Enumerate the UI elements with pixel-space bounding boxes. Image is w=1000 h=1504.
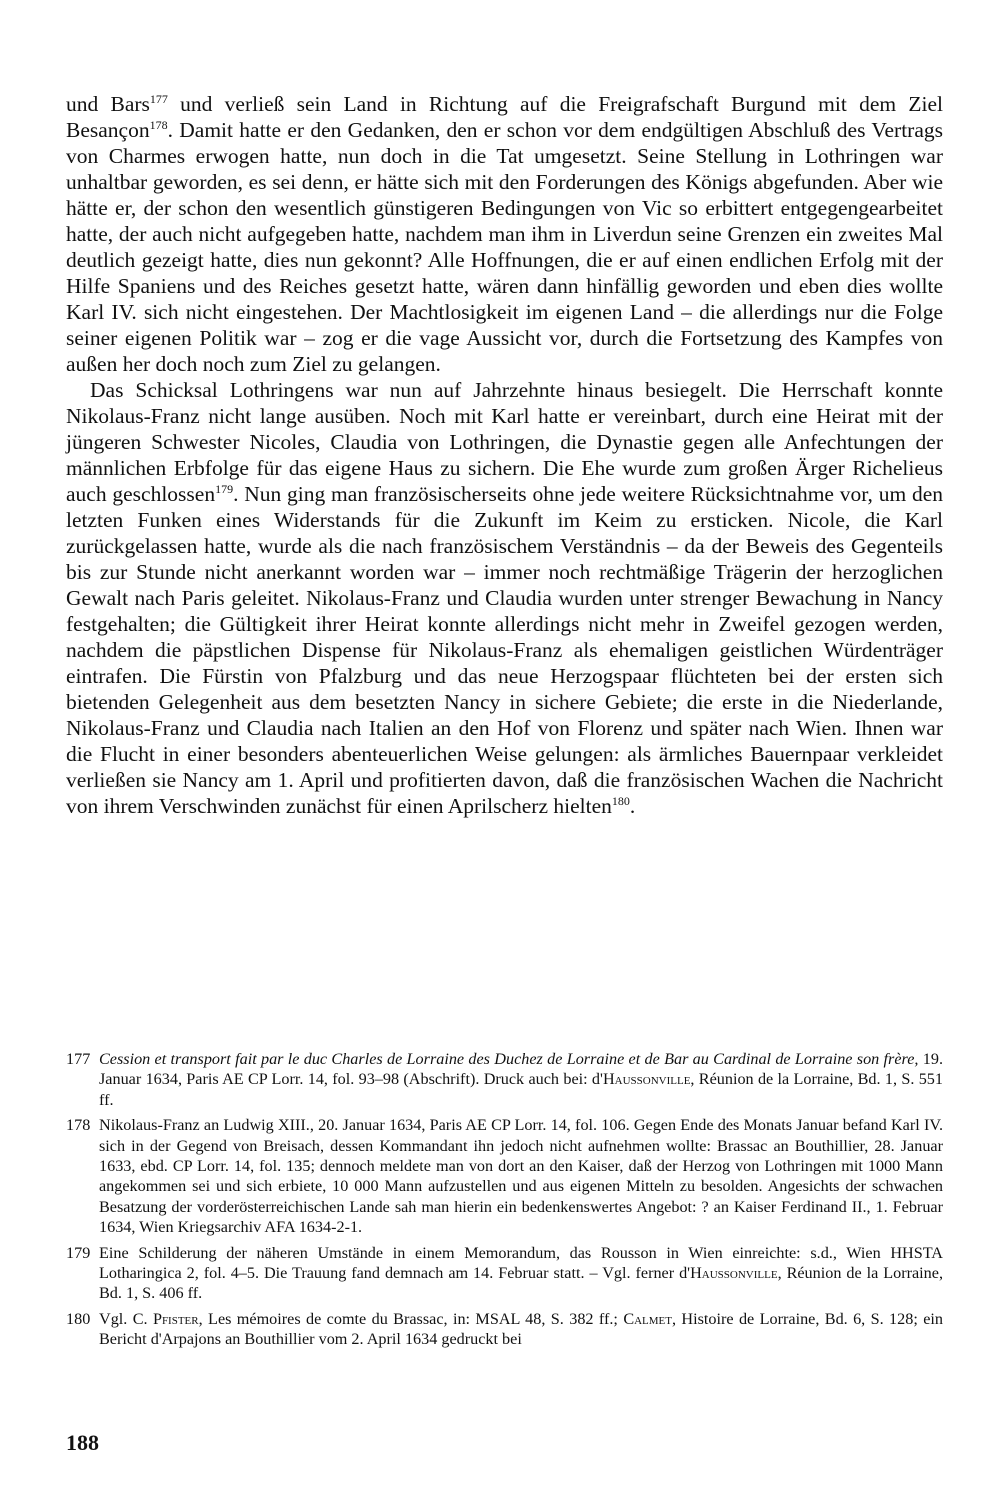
page-number: 188 [66, 1430, 99, 1455]
footnote-text: , Réunion de la Lorraine, Bd. 1, S. 551 ff. [99, 1070, 943, 1109]
paragraph-2-text-a: Das Schicksal Lothringens war nun auf Jahrzehnte hinaus besiegelt. Die Herrschaft konnte Nikolaus-Franz nicht lange ausüben. Noch mit Karl hatte er vereinbart, durch eine Heirat mit der jüngeren Schwester Nicoles, Claudia von Lothringen, die Dynastie gegen alle Anfechtungen der männlichen Erbfolge für das eigene Haus zu sichern. Die Ehe wurde zum großen Ärger Richelieus auch geschlossen [66, 378, 943, 506]
footnote-text: Nikolaus-Franz an Ludwig XIII., 20. Januar 1634, Paris AE CP Lorr. 14, fol. 106. Gegen Ende des Monats Januar befand Karl IV. sich in der Gegend von Breisach, dessen Kommandant ihn jedoch nicht aufnehmen wollte: Brassac an Bouthillier, 28. Januar 1633, ebd. CP Lorr. 14, fol. 135; dennoch meldete man von dort an den Kaiser, daß der Herzog von Lothringen mit 1000 Mann angekommen sei und sich erbiete, 10 000 Mann aufzustellen und aus eigenen Mitteln zu besolden. Angesichts der schwachen Besatzung der vorderösterreichischen Lande sah man hierin ein bedenkenswertes Angebot: ? an Kaiser Ferdinand II., 1. Februar 1634, Wien Kriegsarchiv AFA 1634-2-1. [99, 1116, 943, 1237]
paragraph-1-text-b: und verließ sein Land in Richtung auf die Freigrafschaft Burgund mit dem Ziel Besançon [66, 92, 943, 142]
paragraph-2 [66, 377, 943, 819]
paragraph-2-text-c: . [629, 794, 636, 818]
footnote-author: Pfister [152, 1309, 199, 1328]
footnote-number: 179 [66, 1243, 91, 1262]
footnote-number: 180 [66, 1309, 91, 1328]
main-text [66, 91, 943, 819]
footnote-author: Haussonville [602, 1070, 691, 1089]
footnote-text: , Réunion de la Lorraine, Bd. 1, S. 406 ff. [99, 1264, 943, 1303]
footnote-ref-178[interactable]: 178 [149, 117, 168, 132]
footnote-ref-177[interactable]: 177 [149, 91, 168, 106]
footnote-text: , Histoire de Lorraine, Bd. 6, S. 128; ein Bericht d'Arpajons an Bouthillier vom 2. April 1634 gedruckt bei [99, 1309, 943, 1349]
footnote-text: 19. Januar 1634, Paris AE CP Lorr. 14, fol. 93–98 (Abschrift). Druck auch bei: d' [99, 1050, 943, 1089]
footnote-178 [66, 1115, 943, 1237]
paragraph-1-text-c: . Damit hatte er den Gedanken, den er schon vor dem endgültigen Abschluß des Vertrags von Charmes erwogen hatte, nun doch in die Tat umgesetzt. Seine Stellung in Lothringen war unhaltbar geworden, es sei denn, er hätte sich mit den Forderungen des Königs abgefunden. Aber wie hätte er, der schon den wesentlich günstigeren Bedingungen von Vic so erbittert entgegengearbeitet hatte, der auch nicht aufgegeben hatte, nachdem man ihm in Liverdun seine Grenzen ein zweites Mal deutlich gezeigt hatte, dies nun gekonnt? Alle Hoffnungen, die er auf einen endlichen Erfolg mit der Hilfe Spaniens und des Reiches gesetzt hatte, wären dann hinfällig geworden und eben dies wollte Karl IV. sich nicht eingestehen. Der Machtlosigkeit im eigenen Land – die allerdings nur die Folge seiner eigenen Politik war – zog er die vage Aussicht vor, durch die Fortsetzung des Kampfes von außen her doch noch zum Ziel zu gelangen. [66, 118, 943, 376]
footnote-text: Eine Schilderung der näheren Umstände in einem Memorandum, das Rousson in Wien einreichte: s.d., Wien HHSTA Lotharingica 2, fol. 4–5. Die Trauung fand demnach am 14. Februar statt. – Vgl. ferner d' [99, 1243, 943, 1283]
footnote-number: 178 [66, 1116, 91, 1135]
footnote-177 [66, 1049, 943, 1110]
footnotes [66, 1049, 943, 1355]
footnote-ref-179[interactable]: 179 [215, 481, 234, 496]
footnote-number: 177 [66, 1050, 91, 1068]
footnote-text: , Les mémoires de comte du Brassac, in: MSAL 48, S. 382 ff.; [198, 1309, 624, 1328]
paragraph-1 [66, 91, 943, 377]
footnote-italic-title: Cession et transport fait par le duc Charles de Lorraine des Duchez de Lorraine et de Bar au Cardinal de Lorraine son frère, [99, 1050, 919, 1068]
footnote-author: Calmet [623, 1309, 672, 1328]
paragraph-2-text-b: . Nun ging man französischerseits ohne jede weitere Rücksichtnahme vor, um den letzten Funken eines Widerstands für die Zukunft im Keim zu ersticken. Nicole, die Karl zurückgelassen hatte, wurde als die nach französischem Verständnis – da der Beweis des Gegenteils bis zur Stunde nicht anerkannt worden war – immer noch rechtmäßige Trägerin der herzoglichen Gewalt nach Paris geleitet. Nikolaus-Franz und Claudia wurden unter strenger Bewachung in Nancy festgehalten; die Gültigkeit ihrer Heirat konnte allerdings nicht mehr in Zweifel gezogen werden, nachdem die päpstlichen Dispense für Nikolaus-Franz als ehemaligen geistlichen Würdenträger eintrafen. Die Fürstin von Pfalzburg und das neue Herzogspaar flüchteten bei der ersten sich bietenden Gelegenheit aus dem besetzten Nancy in sichere Gebiete; die erste in die Niederlande, Nikolaus-Franz und Claudia nach Italien an den Hof von Florenz und später nach Wien. Ihnen war die Flucht in einer besonders abenteuerlichen Weise gelungen: als ärmliches Bauernpaar verkleidet verließen sie Nancy am 1. April und profitierten davon, daß die französischen Wachen die Nachricht von ihrem Verschwinden zunächst für einen Aprilscherz hielten [66, 482, 943, 818]
footnote-180 [66, 1309, 943, 1350]
paragraph-1-text-a: und Bars [66, 92, 150, 116]
footnote-author: Haussonville [690, 1264, 778, 1283]
footnote-ref-180[interactable]: 180 [611, 793, 630, 808]
footnote-179 [66, 1243, 943, 1304]
footnote-text: Vgl. C. [99, 1309, 153, 1328]
